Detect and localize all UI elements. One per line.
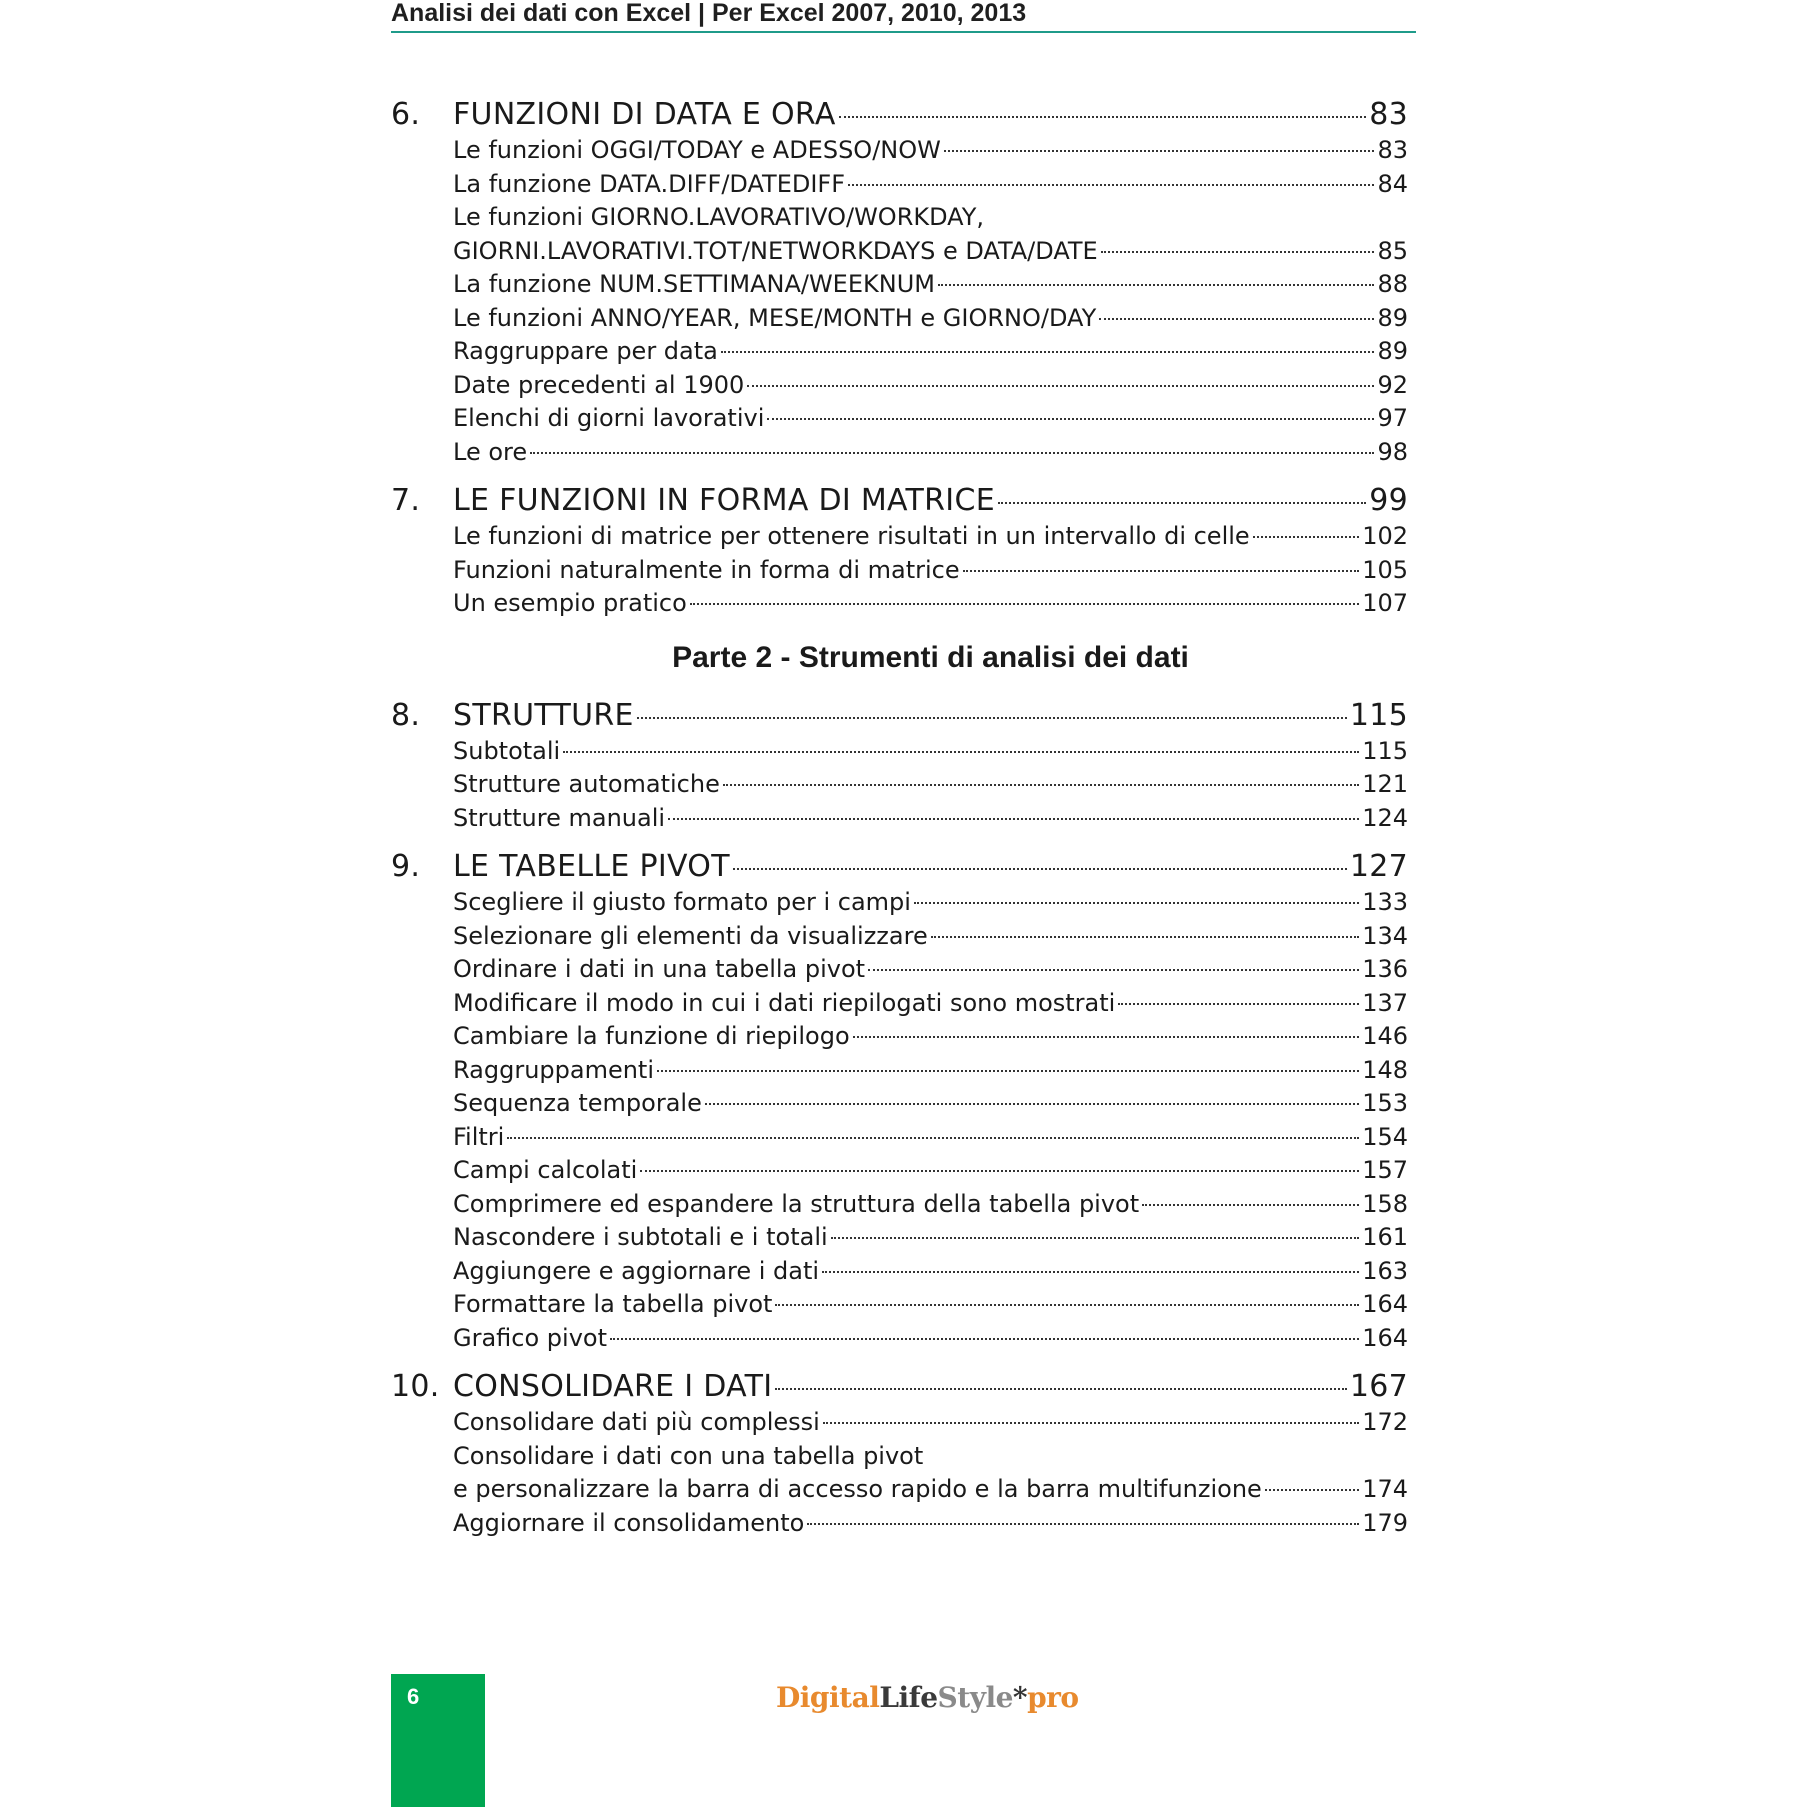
- dot-leader: [914, 902, 1359, 904]
- section-entry-page: 84: [1377, 169, 1408, 198]
- dot-leader: [640, 1170, 1359, 1172]
- dot-leader: [839, 116, 1367, 118]
- section-entry-page: 88: [1377, 270, 1408, 298]
- dot-leader: [931, 936, 1359, 938]
- chapter-block: [391, 697, 1408, 836]
- chapter-heading-title: STRUTTURE: [453, 697, 634, 733]
- section-entry-title: Strutture manuali: [453, 803, 666, 832]
- section-entry-title: Cambiare la funzione di riepilogo: [453, 1022, 850, 1050]
- section-entry-page: 148: [1362, 1055, 1408, 1084]
- dot-leader: [944, 150, 1375, 152]
- section-entry: [391, 168, 1408, 202]
- section-entry-page: 146: [1362, 1022, 1408, 1050]
- section-title-line: Le funzioni GIORNO.LAVORATIVO/WORKDAY,: [453, 203, 985, 231]
- section-entry: [391, 1020, 1408, 1054]
- section-entry-page: 136: [1362, 955, 1408, 983]
- section-entry: [391, 554, 1408, 588]
- table-of-contents: [391, 96, 1408, 1553]
- section-entry-title: Ordinare i dati in una tabella pivot: [453, 955, 866, 983]
- section-entry: [391, 1255, 1408, 1289]
- dot-leader: [823, 1422, 1359, 1424]
- section-entry-title: Funzioni naturalmente in forma di matrice: [453, 555, 960, 584]
- chapter-heading-page: 167: [1349, 1369, 1408, 1404]
- toc-group-part2: [391, 697, 1408, 1541]
- section-entry-page: 164: [1362, 1323, 1408, 1352]
- section-entry: [391, 768, 1408, 802]
- section-entry: [391, 369, 1408, 403]
- section-entry: [391, 520, 1408, 554]
- chapter-heading: [391, 96, 1408, 134]
- dot-leader: [822, 1271, 1359, 1273]
- section-entry-title: Sequenza temporale: [453, 1089, 702, 1117]
- chapter-number: 10.: [391, 1369, 440, 1404]
- chapter-heading: [391, 482, 1408, 520]
- dot-leader: [1101, 251, 1375, 253]
- section-entry-page: 102: [1362, 522, 1408, 550]
- section-entry: [391, 802, 1408, 836]
- section-entry-page: 137: [1362, 988, 1408, 1017]
- section-entry: [391, 953, 1408, 987]
- section-entry-title: Aggiornare il consolidamento: [453, 1508, 805, 1537]
- part-title: Parte 2 - Strumenti di analisi dei dati: [672, 640, 1189, 674]
- section-entry-page: 174: [1362, 1475, 1408, 1503]
- section-entry: [391, 886, 1408, 920]
- chapter-heading-title: CONSOLIDARE I DATI: [453, 1369, 773, 1404]
- chapter-number: 7.: [391, 483, 421, 518]
- section-entry-page: 163: [1362, 1256, 1408, 1285]
- section-entry-title: Le funzioni ANNO/YEAR, MESE/MONTH e GIORNO/DAY: [453, 303, 1097, 332]
- section-entry-page: 107: [1362, 589, 1408, 617]
- section-entry: [391, 402, 1408, 436]
- dot-leader: [1099, 318, 1374, 320]
- dot-leader: [657, 1070, 1359, 1072]
- chapter-heading-title: LE TABELLE PIVOT: [453, 849, 730, 884]
- section-entry: [391, 1473, 1408, 1507]
- section-entry: [391, 987, 1408, 1021]
- chapter-heading-title: LE FUNZIONI IN FORMA DI MATRICE: [453, 483, 995, 518]
- brand-part-style: Style: [937, 1681, 1013, 1714]
- section-entry: [391, 1288, 1408, 1322]
- section-entry-page: 89: [1377, 337, 1408, 365]
- dot-leader: [1253, 536, 1360, 538]
- dot-leader: [963, 570, 1360, 572]
- section-entry: [391, 436, 1408, 470]
- section-entry-title: Modificare il modo in cui i dati riepilogati sono mostrati: [453, 988, 1116, 1017]
- section-entry-page: 153: [1362, 1089, 1408, 1117]
- section-entry-page: 124: [1362, 803, 1408, 832]
- dot-leader: [775, 1388, 1346, 1390]
- chapter-heading-page: 127: [1349, 849, 1408, 884]
- dot-leader: [690, 603, 1359, 605]
- section-entry: [391, 587, 1408, 621]
- section-entry: [391, 735, 1408, 769]
- page-number-block: [391, 1674, 485, 1807]
- section-entry: [391, 235, 1408, 269]
- toc-group-part1: [391, 96, 1408, 621]
- section-entry-title: Formattare la tabella pivot: [453, 1290, 773, 1318]
- section-entry-title: Le funzioni di matrice per ottenere risultati in un intervallo di celle: [453, 522, 1250, 550]
- dot-leader: [1265, 1489, 1359, 1491]
- header-rule: [391, 31, 1416, 33]
- section-entry-title: Le funzioni OGGI/TODAY e ADESSO/NOW: [453, 136, 941, 164]
- dot-leader: [767, 418, 1374, 420]
- chapter-heading-title: FUNZIONI DI DATA E ORA: [453, 97, 836, 132]
- publisher-logo: [776, 1681, 1079, 1714]
- dot-leader: [530, 452, 1374, 454]
- chapter-heading: [391, 697, 1408, 735]
- dot-leader: [507, 1137, 1359, 1139]
- section-entry-title: Le ore: [453, 437, 528, 466]
- section-entry-title: Un esempio pratico: [453, 589, 687, 617]
- section-entry: [391, 920, 1408, 954]
- section-entry-page: 98: [1377, 437, 1408, 466]
- section-entry-page: 154: [1362, 1122, 1408, 1151]
- section-entry-title: Scegliere il giusto formato per i campi: [453, 888, 911, 916]
- section-entry: [391, 1221, 1408, 1255]
- section-entry-title: Elenchi di giorni lavorativi: [453, 404, 765, 432]
- dot-leader: [723, 784, 1359, 786]
- section-entry-title: La funzione NUM.SETTIMANA/WEEKNUM: [453, 270, 935, 298]
- section-entry-page: 89: [1377, 303, 1408, 332]
- section-entry-page: 85: [1377, 236, 1408, 265]
- dot-leader: [853, 1036, 1360, 1038]
- section-entry-title: Filtri: [453, 1122, 505, 1151]
- dot-leader: [721, 351, 1375, 353]
- section-entry-page: 92: [1377, 370, 1408, 399]
- section-entry-page: 164: [1362, 1290, 1408, 1318]
- section-entry-title: Raggruppamenti: [453, 1055, 655, 1084]
- section-entry-page: 105: [1362, 555, 1408, 584]
- page-number: 6: [407, 1684, 420, 1709]
- section-entry-page: 134: [1362, 921, 1408, 950]
- dot-leader: [747, 385, 1374, 387]
- section-entry-page: 179: [1362, 1508, 1408, 1537]
- section-entry: [391, 268, 1408, 302]
- section-entry-page: 97: [1377, 404, 1408, 432]
- section-entry: [391, 134, 1408, 168]
- chapter-block: [391, 482, 1408, 621]
- section-entry-page: 133: [1362, 888, 1408, 916]
- brand-part-digital: Digital: [776, 1681, 880, 1714]
- section-entry-page: 83: [1377, 136, 1408, 164]
- brand-part-pro: pro: [1027, 1681, 1079, 1714]
- section-entry-title: Nascondere i subtotali e i totali: [453, 1223, 828, 1251]
- section-title-line: Consolidare i dati con una tabella pivot: [453, 1441, 924, 1470]
- chapter-block: [391, 848, 1408, 1355]
- chapter-block: [391, 1368, 1408, 1540]
- chapter-number: 6.: [391, 97, 421, 132]
- section-entry: [391, 1154, 1408, 1188]
- brand-part-life: Life: [879, 1681, 938, 1714]
- section-entry-title: Aggiungere e aggiornare i dati: [453, 1256, 820, 1285]
- section-entry-title: Selezionare gli elementi da visualizzare: [453, 921, 928, 950]
- chapter-number: 9.: [391, 849, 421, 884]
- section-entry-page: 172: [1362, 1408, 1408, 1436]
- section-entry-page: 121: [1362, 770, 1408, 798]
- section-entry: [391, 1121, 1408, 1155]
- section-entry-page: 115: [1362, 736, 1408, 765]
- brand-part-star: *: [1012, 1681, 1028, 1714]
- section-entry-title: GIORNI.LAVORATIVI.TOT/NETWORKDAYS e DATA/DATE: [453, 236, 1098, 265]
- section-entry: [391, 1087, 1408, 1121]
- dot-leader: [1142, 1204, 1359, 1206]
- section-entry: [391, 1188, 1408, 1222]
- chapter-block: [391, 96, 1408, 469]
- dot-leader: [563, 751, 1359, 753]
- dot-leader: [733, 868, 1347, 870]
- chapter-heading: [391, 848, 1408, 886]
- dot-leader: [868, 969, 1359, 971]
- section-entry-title: Date precedenti al 1900: [453, 370, 745, 399]
- section-entry: [391, 302, 1408, 336]
- section-entry: [391, 335, 1408, 369]
- dot-leader: [998, 502, 1366, 504]
- section-entry: [391, 1054, 1408, 1088]
- section-entry: [391, 1507, 1408, 1541]
- dot-leader: [775, 1304, 1359, 1306]
- section-entry-title: Grafico pivot: [453, 1323, 607, 1352]
- dot-leader: [848, 184, 1374, 186]
- section-entry-title: Raggruppare per data: [453, 337, 718, 365]
- dot-leader: [610, 1338, 1359, 1340]
- dot-leader: [1118, 1003, 1359, 1005]
- dot-leader: [705, 1103, 1359, 1105]
- dot-leader: [831, 1237, 1360, 1239]
- dot-leader: [938, 284, 1374, 286]
- section-entry-title: Consolidare dati più complessi: [453, 1408, 820, 1436]
- section-entry-page: 158: [1362, 1189, 1408, 1218]
- section-entry: [391, 1406, 1408, 1440]
- chapter-heading-page: 99: [1369, 483, 1408, 518]
- chapter-heading-page: 115: [1349, 697, 1408, 733]
- section-entry-title: La funzione DATA.DIFF/DATEDIFF: [453, 169, 846, 198]
- dot-leader: [637, 717, 1347, 719]
- chapter-heading-page: 83: [1369, 97, 1408, 132]
- section-entry-title: Campi calcolati: [453, 1156, 638, 1184]
- section-entry-title: Strutture automatiche: [453, 770, 720, 798]
- dot-leader: [668, 818, 1359, 820]
- section-entry-title: Comprimere ed espandere la struttura della tabella pivot: [453, 1189, 1140, 1218]
- section-entry-title: e personalizzare la barra di accesso rapido e la barra multifunzione: [453, 1475, 1262, 1503]
- chapter-number: 8.: [391, 697, 421, 733]
- section-entry: [391, 1322, 1408, 1356]
- section-entry-page: 161: [1362, 1223, 1408, 1251]
- section-entry-page: 157: [1362, 1156, 1408, 1184]
- chapter-heading: [391, 1368, 1408, 1406]
- section-entry-title: Subtotali: [453, 736, 561, 765]
- running-header: Analisi dei dati con Excel | Per Excel 2007, 2010, 2013: [391, 0, 1027, 27]
- dot-leader: [807, 1523, 1359, 1525]
